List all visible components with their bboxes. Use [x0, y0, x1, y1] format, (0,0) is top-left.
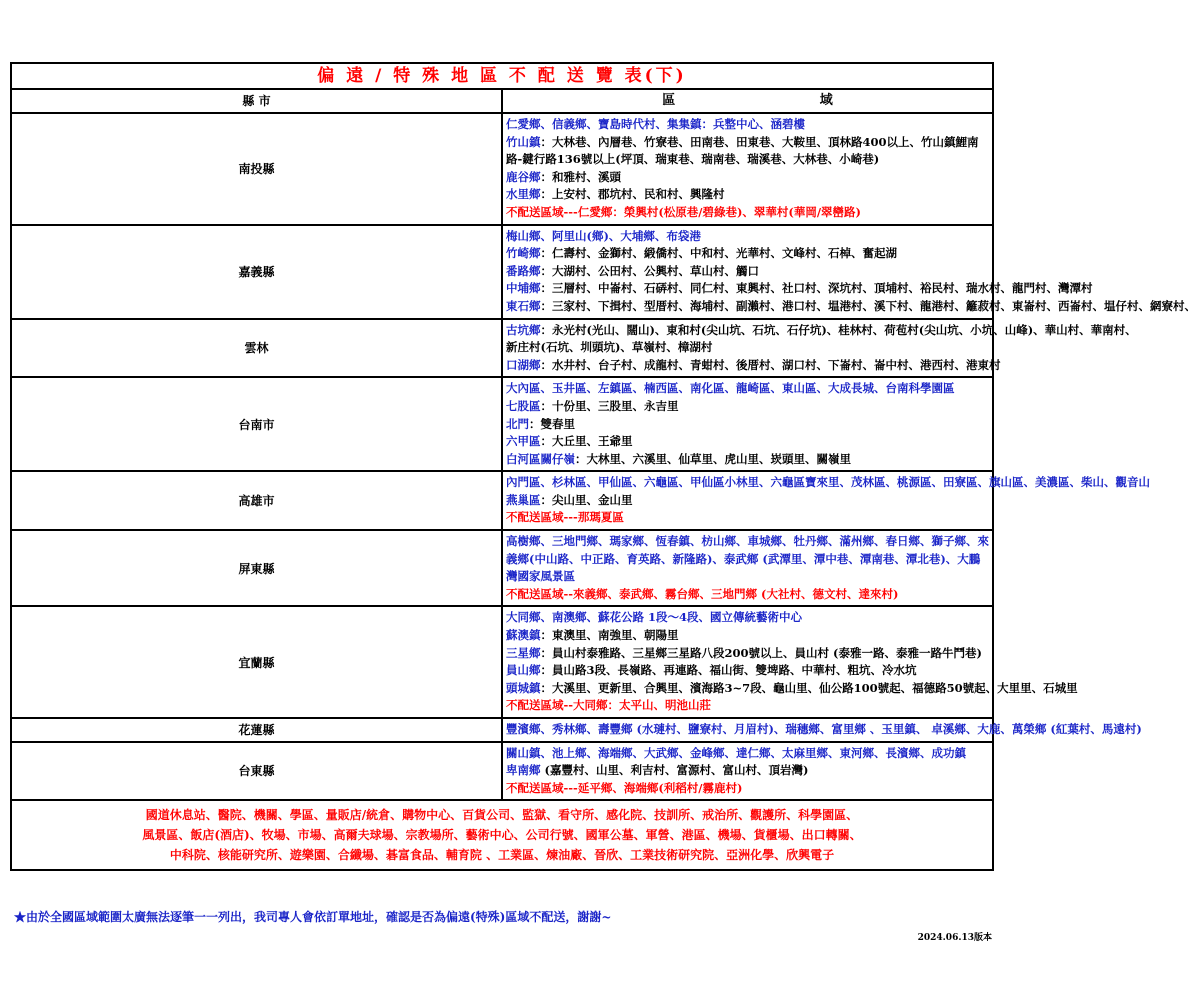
table-row: [11, 530, 993, 606]
region-text: 不配送區域---那瑪夏區: [506, 510, 624, 525]
region-cell: [502, 742, 993, 801]
township-label: 古坑鄉: [506, 322, 541, 337]
region-cell: [502, 471, 1150, 530]
region-line: [506, 645, 989, 663]
table-row: [11, 606, 993, 718]
region-cell: [502, 377, 993, 471]
region-text: ：尖山里、金山里: [540, 492, 633, 507]
region-line: [506, 697, 989, 715]
township-label: 竹山鎮: [506, 134, 541, 149]
region-text: ：雙春里: [529, 416, 575, 431]
county-cell: 宜蘭縣: [11, 606, 502, 718]
table-row: [11, 319, 993, 378]
region-line: [506, 380, 989, 398]
table-row: [11, 377, 993, 471]
region-line: [506, 263, 989, 281]
region-line: [506, 586, 989, 604]
township-label: 三星鄉: [506, 645, 541, 660]
region-line: [506, 533, 989, 586]
region-text: 仁愛鄉、信義鄉、寶島時代村、集集鎮：兵整中心、涵碧樓: [506, 117, 805, 131]
region-line: [506, 228, 989, 246]
table-row: [11, 113, 993, 225]
region-line: [506, 474, 1150, 492]
township-label: 北門: [506, 416, 529, 431]
region-line: [506, 416, 989, 434]
region-line: [506, 280, 1093, 298]
township-label: 水里鄉: [506, 187, 541, 202]
region-text: ：員山路3段、長嶺路、再連路、福山街、雙埤路、中華村、粗坑、冷水坑: [540, 663, 917, 678]
region-text: (嘉豐村、山里、利吉村、富源村、富山村、頂岩灣): [540, 763, 809, 778]
region-line: [506, 186, 989, 204]
region-line: [506, 721, 1142, 739]
region-line: [506, 169, 989, 187]
region-text: ：員山村泰雅路、三星鄉三星路八段200號以上、員山村 (泰雅一路、泰雅一路牛鬥巷): [540, 645, 982, 660]
township-label: 卑南鄉: [506, 763, 541, 778]
region-line: [506, 609, 989, 627]
region-line: [506, 204, 989, 222]
region-cell: [502, 319, 1137, 378]
region-text: ：大林里、六溪里、仙草里、虎山里、崁頭里、關嶺里: [575, 451, 851, 466]
table-body: [11, 113, 1196, 800]
township-label: 口湖鄉: [506, 357, 541, 372]
region-line: [506, 509, 989, 527]
region-text: ：和雅村、溪頭: [540, 169, 621, 184]
region-text: 高樹鄉、三地門鄉、瑪家鄉、恆春鎮、枋山鄉、車城鄉、牡丹鄉、滿州鄉、春日鄉、獅子鄉、來義鄉(中山路、中正路、育英路、新隆路)、泰武鄉 (武潭里、潭中巷、潭南巷、潭北巷)、大鵬灣國家風景區: [506, 534, 989, 584]
region-text: ：十份里、三股里、永吉里: [540, 398, 679, 413]
county-cell: 嘉義縣: [11, 225, 502, 319]
region-text: ：大林巷、內層巷、竹寮巷、田南巷、田東巷、大鞍里、頂林路400以上、竹山鎮鯉南路-鍵行路136號以上(坪頂、瑞東巷、瑞南巷、瑞溪巷、大林巷、小崎巷): [506, 134, 979, 167]
township-label: 六甲區: [506, 434, 541, 449]
region-text: 大同鄉、南澳鄉、蘇花公路 1段～4段、國立傳統藝術中心: [506, 610, 803, 625]
region-line: [506, 492, 989, 510]
region-text: 不配送區域---仁愛鄉：榮興村(松原巷/碧綠巷)、翠華村(華岡/翠巒路): [506, 204, 861, 219]
township-label: 東石鄉: [506, 298, 541, 313]
township-label: 鹿谷鄉: [506, 169, 541, 184]
township-label: 七股區: [506, 398, 541, 413]
table-row: [11, 742, 993, 801]
region-text: ：永光村(光山、闊山)、東和村(尖山坑、石坑、石仔坑)、桂林村、荷苞村(尖山坑、小坑、山峰)、華山村、華南村、: [540, 322, 1137, 337]
county-cell: 雲林: [11, 319, 502, 378]
region-line: [506, 662, 989, 680]
region-line: [506, 680, 1078, 698]
region-cell: [502, 718, 1142, 742]
region-cell: [502, 225, 1196, 319]
township-label: 中埔鄉: [506, 281, 541, 296]
region-line: [506, 398, 989, 416]
delivery-table: [10, 62, 1196, 871]
table-row: [11, 718, 993, 742]
region-text: 內門區、杉林區、甲仙區、六龜區、甲仙區小林里、六龜區寶來里、茂林區、桃源區、田寮區、旗山區、美濃區、柴山、觀音山: [506, 475, 1150, 490]
region-line: [506, 116, 989, 134]
header-county: 縣 市: [11, 89, 502, 113]
region-line: [506, 245, 989, 263]
township-label: 員山鄉: [506, 663, 541, 678]
township-label: 白河區關仔嶺: [506, 451, 575, 466]
region-text: ：大湖村、公田村、公興村、草山村、觸口: [540, 263, 759, 278]
township-label: 竹崎鄉: [506, 246, 541, 261]
county-cell: 高雄市: [11, 471, 502, 530]
region-text: 大內區、玉井區、左鎮區、楠西區、南化區、龍崎區、東山區、大成長城、台南科學園區: [506, 381, 955, 396]
special-locations-note: [11, 800, 993, 870]
county-cell: 花蓮縣: [11, 718, 502, 742]
table-row: [11, 225, 993, 319]
township-label: 蘇澳鎮: [506, 628, 541, 643]
region-text: 不配送區域--來義鄉、泰武鄉、霧台鄉、三地門鄉 (大社村、德文村、達來村): [506, 586, 899, 601]
region-text: ：大溪里、更新里、合興里、濱海路3~7段、龜山里、仙公路100號起、福德路50號起、大里里、石城里: [540, 680, 1078, 695]
region-text: 新庄村(石坑、圳頭坑)、草嶺村、樟湖村: [506, 340, 713, 355]
table-title: 偏 遠 / 特 殊 地 區 不 配 送 覽 表(下): [11, 63, 993, 89]
region-text: 豐濱鄉、秀林鄉、壽豐鄉 (水璉村、鹽寮村、月眉村)、瑞穗鄉、富里鄉 、玉里鎮、 卓溪鄉、大鹿、萬榮鄉 (紅葉村、馬遠村): [506, 722, 1142, 736]
county-cell: 台南市: [11, 377, 502, 471]
region-text: 梅山鄉、阿里山(鄉)、大埔鄉、布袋港: [506, 228, 701, 243]
note-line: 中科院、核能研究所、遊樂園、合纖場、碁富食品、輔育院 、工業區、煉油廠、晉欣、工業技術研究院、亞洲化學、欣興電子: [169, 848, 835, 863]
region-text: ：三層村、中崙村、石硦村、同仁村、東興村、社口村、深坑村、頂埔村、裕民村、瑞水村、龍門村、灣潭村: [540, 281, 1093, 296]
region-text: 關山鎮、池上鄉、海端鄉、大武鄉、金峰鄉、達仁鄉、太麻里鄉、東河鄉、長濱鄉、成功鎮: [506, 745, 966, 760]
delivery-table-sheet: [10, 62, 1196, 871]
table-row: [11, 471, 993, 530]
township-label: 番路鄉: [506, 263, 541, 278]
region-line: [506, 451, 989, 469]
region-line: [506, 134, 989, 169]
region-text: ：水井村、台子村、成龍村、青蚶村、後厝村、湖口村、下崙村、崙中村、港西村、港東村: [540, 357, 1001, 372]
region-text: ：仁壽村、金獅村、緞僑村、中和村、光華村、文峰村、石棹、奮起湖: [540, 246, 897, 261]
region-text: 不配送區域--大同鄉：太平山、明池山莊: [506, 698, 712, 713]
region-text: ：大丘里、王爺里: [540, 434, 633, 449]
version-label: 2024.06.13版本: [917, 933, 992, 943]
region-line: [506, 339, 989, 357]
footer-note: ★由於全國區域範圍太廣無法逐筆一一列出，我司專人會依訂單地址，確認是否為偏遠(特殊)區域不配送，謝謝~: [14, 910, 612, 924]
region-line: [506, 298, 1196, 316]
region-cell: [502, 530, 993, 606]
region-line: [506, 780, 989, 798]
note-line: 風景區、飯店(酒店)、牧場、市場、高爾夫球場、宗教場所、藝術中心、公司行號、國軍公墓、軍營、港區、機場、貨櫃場、出口轉關、: [142, 828, 862, 843]
region-cell: [502, 113, 993, 225]
region-line: [506, 322, 1137, 340]
region-line: [506, 745, 989, 763]
region-line: [506, 357, 1001, 375]
region-text: 不配送區域---延平鄉、海端鄉(利稻村/霧鹿村): [506, 780, 743, 795]
header-region: 區 域: [502, 89, 993, 113]
region-line: [506, 762, 989, 780]
region-line: [506, 433, 989, 451]
region-text: ：上安村、郡坑村、民和村、興隆村: [540, 187, 725, 202]
region-cell: [502, 606, 1078, 718]
region-text: ：三家村、下揖村、型厝村、海埔村、副瀨村、港口村、塭港村、溪下村、龍港村、籬菽村、東崙村、西崙村、塭仔村、網寮村、: [540, 298, 1196, 313]
note-line: 國道休息站、醫院、機關、學區、量販店/統倉、購物中心、百貨公司、監獄、看守所、感化院、技訓所、戒治所、觀護所、科學園區、: [145, 808, 859, 823]
region-line: [506, 627, 989, 645]
township-label: 燕巢區: [506, 492, 541, 507]
county-cell: 南投縣: [11, 113, 502, 225]
township-label: 頭城鎮: [506, 680, 541, 695]
county-cell: 屏東縣: [11, 530, 502, 606]
region-text: ：東澳里、南強里、朝陽里: [540, 628, 679, 643]
county-cell: 台東縣: [11, 742, 502, 801]
